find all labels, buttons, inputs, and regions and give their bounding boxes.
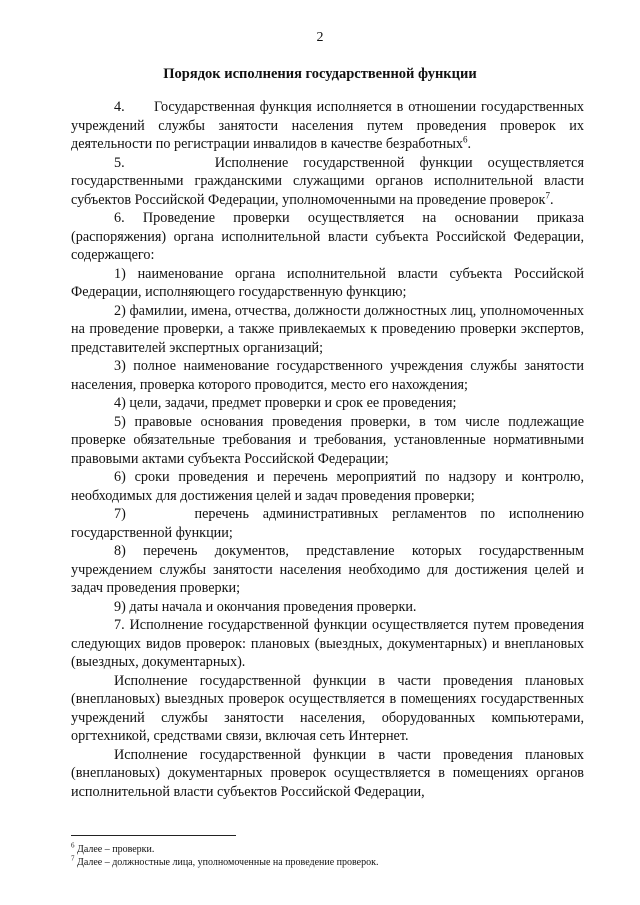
paragraph: 6) сроки проведения и перечень мероприятий по надзору и контролю, необходимых для достижения целей и задач проведения проверки; — [71, 469, 584, 504]
footnote-item — [71, 843, 584, 856]
footnote-mark: 7 — [71, 854, 75, 863]
page-number: 2 — [316, 30, 324, 45]
footnote-mark: 6 — [71, 841, 75, 850]
paragraph — [71, 154, 584, 210]
footnote-divider — [71, 835, 236, 836]
footnote-text: Далее – проверки. — [74, 844, 155, 855]
footnote-ref: 7 — [545, 189, 550, 200]
document-title: Порядок исполнения государственной функции — [163, 66, 477, 82]
paragraph: Исполнение государственной функции в части проведения плановых (внеплановых) выездных проверок осуществляется в помещениях государственных учреждений службы занятости населения, оборудованных компьютерами, оргтехникой, средствами связи, включая сеть Интернет. — [71, 672, 584, 744]
document-body — [71, 98, 584, 801]
paragraph: 3) полное наименование государственного учреждения службы занятости населения, проверка которого проводится, место его нахождения; — [71, 358, 584, 393]
paragraph: 2) фамилии, имена, отчества, должности должностных лиц, уполномоченных на проведение проверки, а также привлекаемых к проведению проверки экспертов, представителей экспертных организаций; — [71, 302, 584, 356]
footnote-item — [71, 856, 584, 869]
paragraph: 1) наименование органа исполнительной власти субъекта Российской Федерации, исполняющего государственную функцию; — [71, 265, 584, 300]
paragraph-tail: . — [549, 191, 554, 208]
paragraph: 4) цели, задачи, предмет проверки и срок ее проведения; — [114, 395, 457, 411]
paragraph-text: 5. Исполнение государственной функции осуществляется государственными гражданскими служащими органов исполнительной власти субъектов Российской Федерации, уполномоченными на проведение проверок — [71, 154, 584, 208]
footnote-ref: 6 — [462, 134, 468, 145]
paragraph: 7) перечень административных регламентов по исполнению государственной функции; — [71, 506, 584, 541]
paragraph: 7. Исполнение государственной функции осуществляется путем проведения следующих видов проверок: плановых (выездных, документарных) и внеплановых (выездных, документарных). — [71, 617, 584, 670]
paragraph-tail: . — [467, 136, 472, 152]
footnote-text: Далее – должностные лица, уполномоченные на проведение проверок. — [74, 857, 379, 868]
paragraph: 5) правовые основания проведения проверки, в том числе подлежащие проверке обязательные требования и требования, установленные нормативными правовыми актами субъекта Российской Федерации; — [71, 413, 584, 467]
paragraph: Исполнение государственной функции в части проведения плановых (внеплановых) документарных проверок осуществляется в помещениях органов исполнительной власти субъектов Российской Федерации, — [71, 746, 584, 800]
footnotes — [71, 843, 584, 869]
paragraph-text: 4. Государственная функция исполняется в отношении государственных учреждений службы занятости населения путем проведения проверок их деятельности по регистрации инвалидов в качестве безработных — [71, 99, 584, 152]
paragraph — [71, 98, 584, 154]
paragraph: 6. Проведение проверки осуществляется на основании приказа (распоряжения) органа исполнительной власти субъекта Российской Федерации, содержащего: — [71, 210, 584, 263]
paragraph: 9) даты начала и окончания проведения проверки. — [114, 598, 417, 615]
paragraph: 8) перечень документов, представление которых государственным учреждением службы занятости населения необходимо для достижения целей и задач проведения проверки; — [71, 543, 584, 596]
